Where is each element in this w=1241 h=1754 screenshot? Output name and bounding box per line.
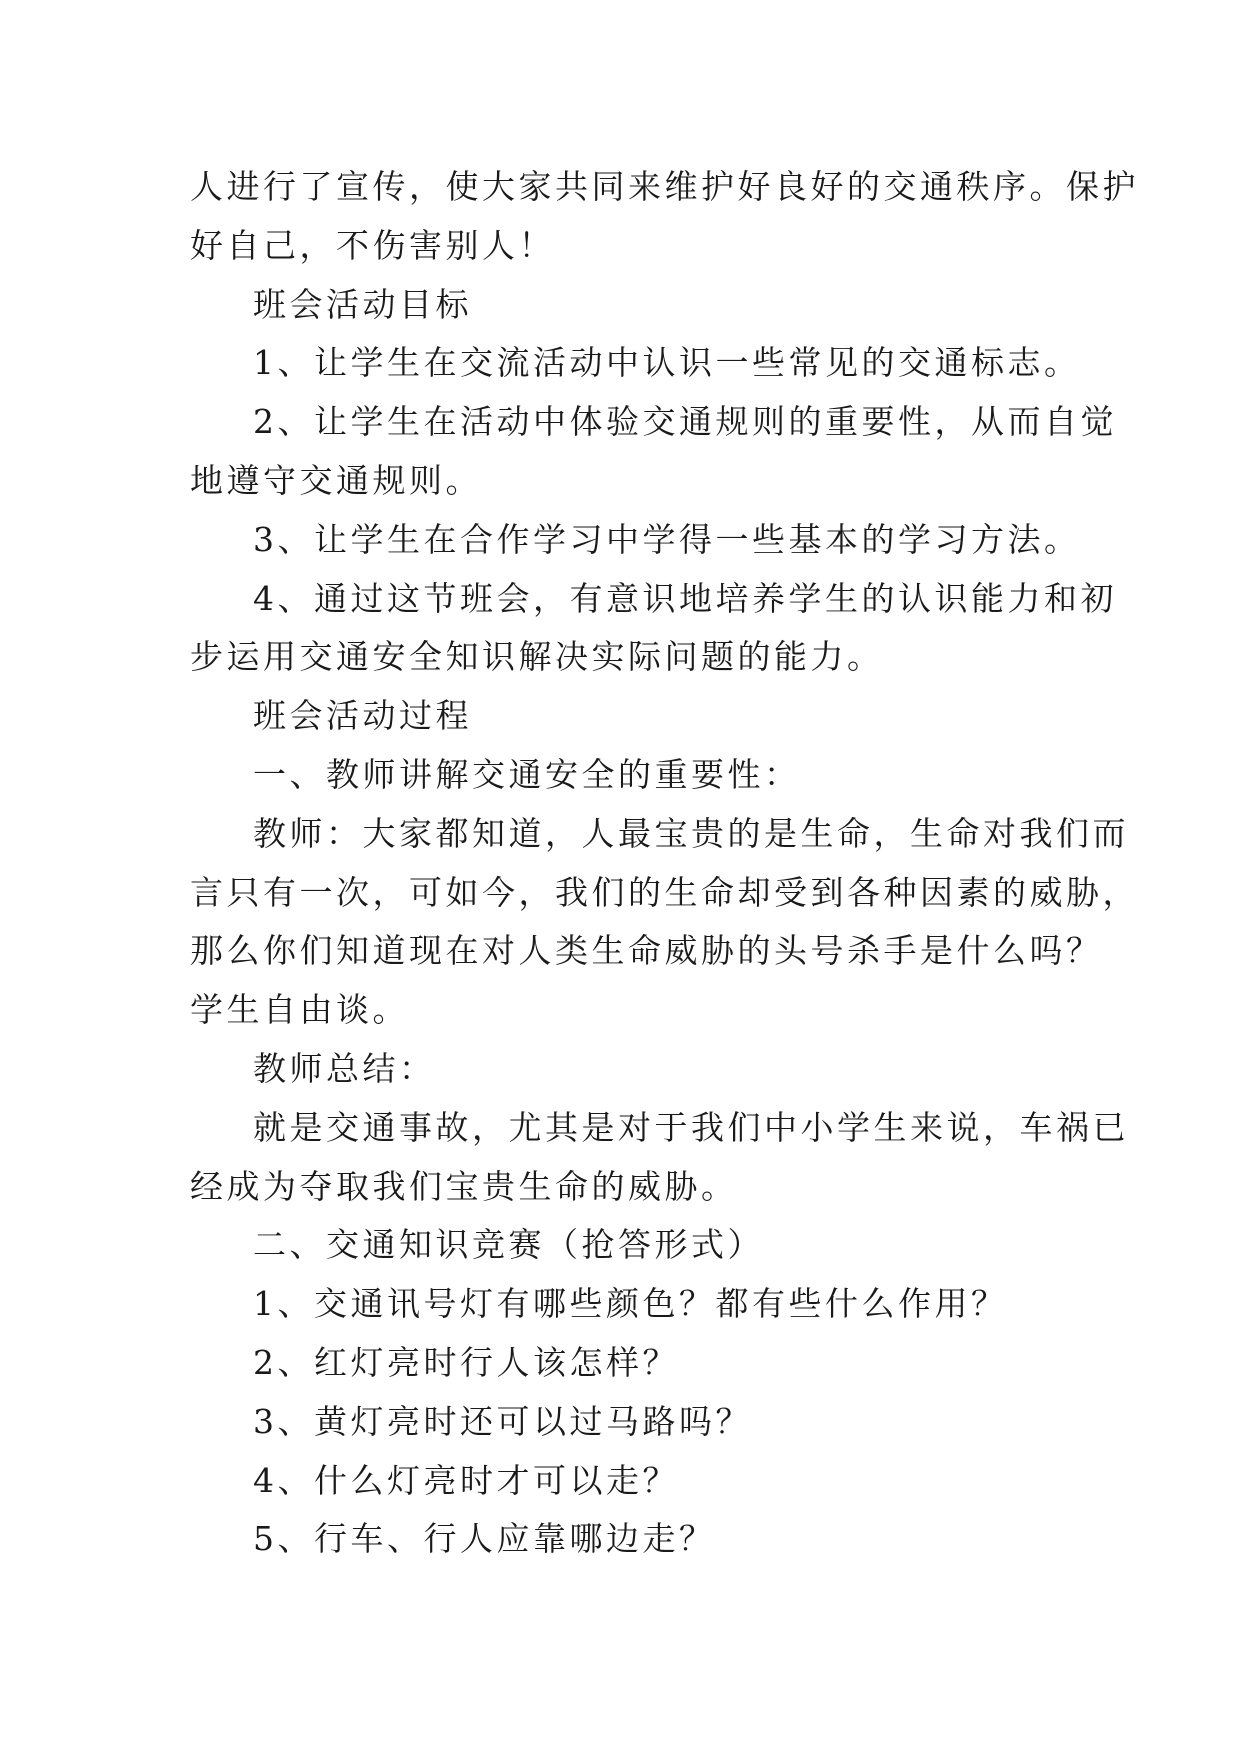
text-line: 步运用交通安全知识解决实际问题的能力。 bbox=[190, 637, 884, 677]
text-line: 教师：大家都知道，人最宝贵的是生命，生命对我们而 bbox=[253, 813, 1129, 853]
body-text bbox=[190, 158, 1139, 1569]
text-line: 那么你们知道现在对人类生命威胁的头号杀手是什么吗？ bbox=[190, 931, 1103, 971]
text-line: 3、让学生在合作学习中学得一些基本的学习方法。 bbox=[253, 519, 1081, 559]
text-line: 4、通过这节班会，有意识地培养学生的认识能力和初 bbox=[253, 578, 1117, 618]
text-line: 地遵守交通规则。 bbox=[190, 460, 482, 500]
text-line: 2、红灯亮时行人该怎样？ bbox=[253, 1342, 679, 1382]
text-line: 学生自由谈。 bbox=[190, 990, 409, 1030]
text-line: 教师总结： bbox=[253, 1048, 436, 1088]
text-line: 言只有一次，可如今，我们的生命却受到各种因素的威胁， bbox=[190, 872, 1139, 912]
text-line: 2、让学生在活动中体验交通规则的重要性，从而自觉 bbox=[253, 402, 1117, 442]
text-line: 班会活动目标 bbox=[253, 284, 472, 324]
text-line: 二、交通知识竞赛（抢答形式） bbox=[253, 1225, 764, 1265]
text-line: 好自己，不伤害别人！ bbox=[190, 225, 555, 265]
text-line: 经成为夺取我们宝贵生命的威胁。 bbox=[190, 1166, 738, 1206]
text-line: 一、教师讲解交通安全的重要性： bbox=[253, 754, 801, 794]
text-line: 4、什么灯亮时才可以走？ bbox=[253, 1460, 679, 1500]
text-line: 就是交通事故，尤其是对于我们中小学生来说，车祸已 bbox=[253, 1107, 1129, 1147]
text-line: 5、行车、行人应靠哪边走？ bbox=[253, 1519, 716, 1559]
text-line: 3、黄灯亮时还可以过马路吗？ bbox=[253, 1401, 752, 1441]
text-line: 1、让学生在交流活动中认识一些常见的交通标志。 bbox=[253, 343, 1081, 383]
text-line: 班会活动过程 bbox=[253, 696, 472, 736]
text-line: 人进行了宣传，使大家共同来维护好良好的交通秩序。保护 bbox=[190, 167, 1139, 206]
text-line: 1、交通讯号灯有哪些颜色？都有些什么作用？ bbox=[253, 1284, 1008, 1324]
